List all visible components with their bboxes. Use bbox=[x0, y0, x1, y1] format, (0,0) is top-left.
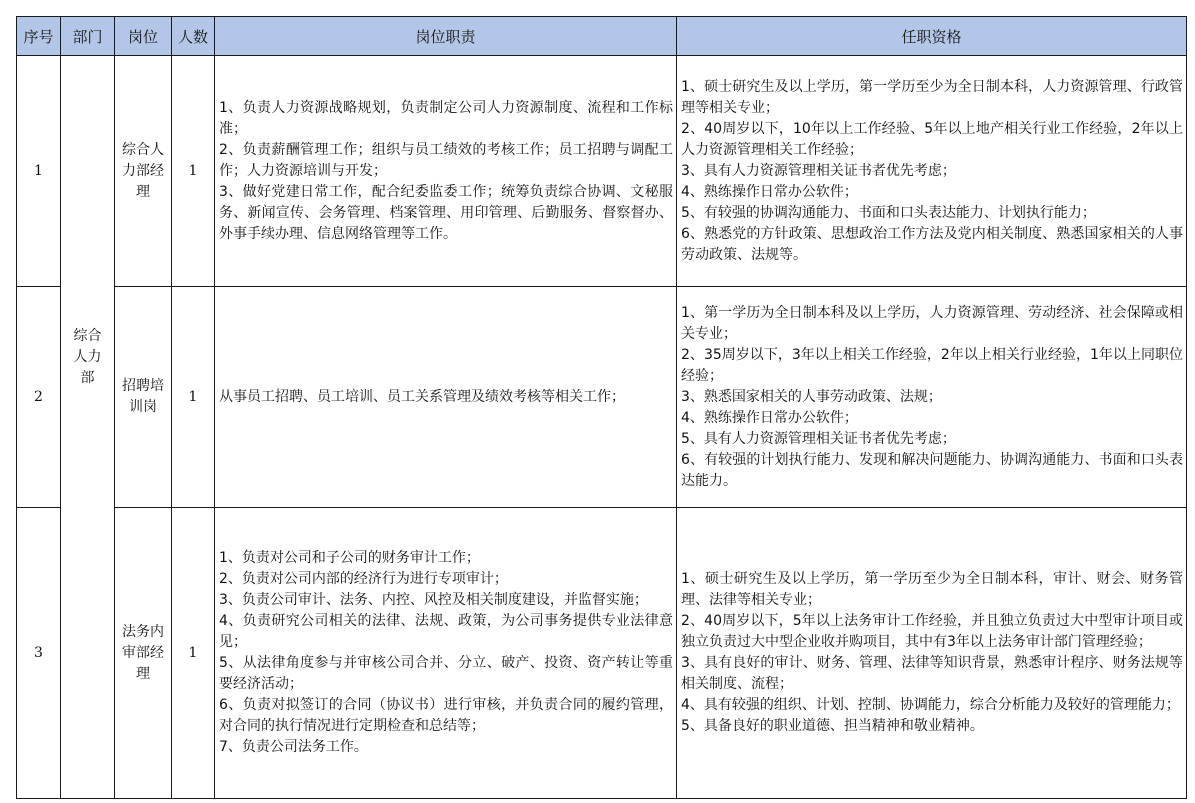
row-count: 1 bbox=[172, 508, 215, 799]
header-seq: 序号 bbox=[17, 17, 61, 56]
qualification-item: 5、具备良好的职业道德、担当精神和敬业精神。 bbox=[681, 718, 984, 734]
row-position: 法务内审部经理 bbox=[115, 508, 172, 799]
header-count: 人数 bbox=[172, 17, 215, 56]
table-row bbox=[17, 56, 1187, 287]
row-duties bbox=[215, 508, 677, 799]
row-position: 综合人力部经理 bbox=[115, 56, 172, 287]
qualification-item: 6、有较强的计划执行能力、发现和解决问题能力、协调沟通能力、书面和口头表达能力。 bbox=[681, 451, 1183, 489]
header-position: 岗位 bbox=[115, 17, 172, 56]
duty-item: 7、负责公司法务工作。 bbox=[219, 739, 368, 755]
header-qualifications: 任职资格 bbox=[677, 17, 1187, 56]
header-duties: 岗位职责 bbox=[215, 17, 677, 56]
dept-label: 综合人力部 bbox=[73, 327, 102, 386]
qualification-item: 5、具有人力资源管理相关证书者优先考虑； bbox=[681, 430, 956, 447]
qualification-item: 2、40周岁以下，10年以上工作经验、5年以上地产相关行业工作经验，2年以上人力资源管理相关工作经验； bbox=[681, 120, 1183, 158]
table-row bbox=[17, 508, 1187, 799]
duty-item: 6、负责对拟签订的合同（协议书）进行审核，并负责合同的履约管理，对合同的执行情况进行定期检查和总结等； bbox=[219, 697, 673, 734]
duty-item: 1、负责对公司和子公司的财务审计工作； bbox=[219, 550, 480, 566]
qualification-item: 1、硕士研究生及以上学历，第一学历至少为全日制本科，审计、财会、财务管理、法律等相关专业； bbox=[681, 571, 1183, 608]
row-dept bbox=[61, 56, 115, 799]
qualification-item: 2、40周岁以下，5年以上法务审计工作经验，并且独立负责过大中型审计项目或独立负责过大中型企业收并购项目，其中有3年以上法务审计部门管理经验； bbox=[681, 613, 1183, 650]
duty-item: 3、做好党建日常工作，配合纪委监委工作；统筹负责综合协调、文秘服务、新闻宣传、会务管理、档案管理、用印管理、后勤服务、督察督办、外事手续办理、信息网络管理等工作。 bbox=[219, 183, 673, 242]
row-qualifications bbox=[677, 508, 1187, 799]
row-position: 招聘培训岗 bbox=[115, 287, 172, 508]
row-qualifications bbox=[677, 56, 1187, 287]
qualification-item: 3、具有良好的审计、财务、管理、法律等知识背景，熟悉审计程序、财务法规等相关制度、流程； bbox=[681, 655, 1183, 692]
qualification-item: 1、第一学历为全日制本科及以上学历，人力资源管理、劳动经济、社会保障或相关专业； bbox=[681, 304, 1183, 342]
duty-item: 4、负责研究公司相关的法律、法规、政策，为公司事务提供专业法律意见； bbox=[219, 613, 673, 650]
qualification-item: 5、有较强的协调沟通能力、书面和口头表达能力、计划执行能力； bbox=[681, 204, 1096, 221]
duty-item: 3、负责公司审计、法务、内控、风控及相关制度建设，并监督实施； bbox=[219, 592, 648, 608]
qualification-item: 3、具有人力资源管理相关证书者优先考虑； bbox=[681, 162, 956, 179]
row-qualifications bbox=[677, 287, 1187, 508]
duty-item: 5、从法律角度参与并审核公司合并、分立、破产、投资、资产转让等重要经济活动； bbox=[219, 655, 673, 692]
qualification-item: 3、熟悉国家相关的人事劳动政策、法规； bbox=[681, 388, 942, 405]
table-header bbox=[17, 17, 1187, 56]
qualification-item: 2、35周岁以下，3年以上相关工作经验，2年以上相关行业经验，1年以上同职位经验； bbox=[681, 346, 1183, 384]
row-seq: 3 bbox=[17, 508, 61, 799]
qualification-item: 4、熟练操作日常办公软件； bbox=[681, 409, 858, 426]
duty-item: 从事员工招聘、员工培训、员工关系管理及绩效考核等相关工作； bbox=[219, 388, 625, 405]
duty-item: 2、负责对公司内部的经济行为进行专项审计； bbox=[219, 571, 508, 587]
qualification-item: 4、具有较强的组织、计划、控制、协调能力，综合分析能力及较好的管理能力； bbox=[681, 697, 1180, 713]
table-row bbox=[17, 287, 1187, 508]
duty-item: 1、负责人力资源战略规划，负责制定公司人力资源制度、流程和工作标准； bbox=[219, 99, 673, 137]
row-duties bbox=[215, 287, 677, 508]
row-seq: 1 bbox=[17, 56, 61, 287]
row-duties bbox=[215, 56, 677, 287]
recruitment-table bbox=[16, 16, 1187, 799]
qualification-item: 6、熟悉党的方针政策、思想政治工作方法及党内相关制度、熟悉国家相关的人事劳动政策、法规等。 bbox=[681, 225, 1183, 263]
header-dept: 部门 bbox=[61, 17, 115, 56]
qualification-item: 4、熟练操作日常办公软件； bbox=[681, 183, 858, 200]
row-count: 1 bbox=[172, 287, 215, 508]
row-seq: 2 bbox=[17, 287, 61, 508]
qualification-item: 1、硕士研究生及以上学历，第一学历至少为全日制本科，人力资源管理、行政管理等相关专业； bbox=[681, 78, 1183, 116]
row-count: 1 bbox=[172, 56, 215, 287]
duty-item: 2、负责薪酬管理工作；组织与员工绩效的考核工作；员工招聘与调配工作；人力资源培训与开发； bbox=[219, 141, 673, 179]
